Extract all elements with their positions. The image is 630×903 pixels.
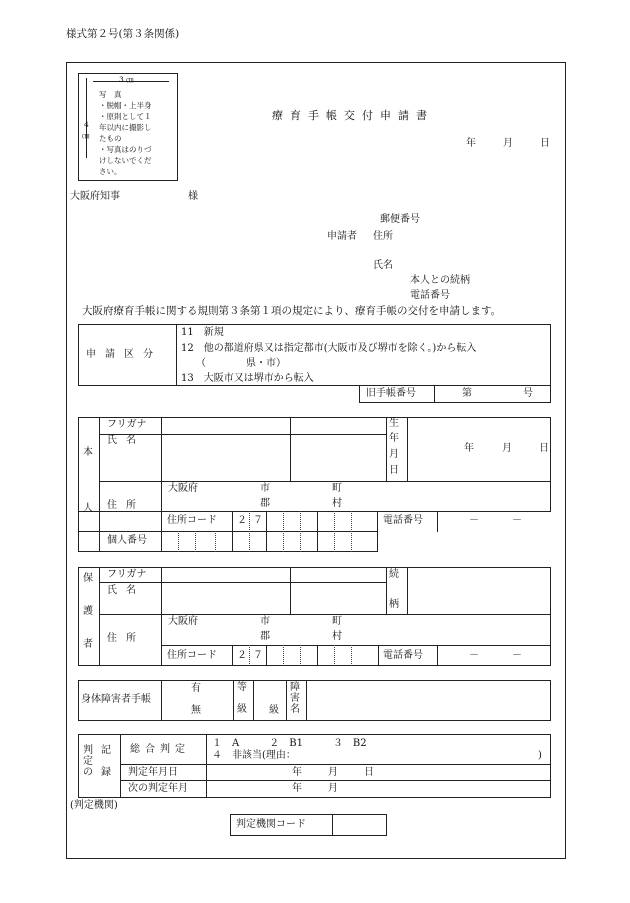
judgment-close-paren: ) xyxy=(538,750,542,761)
guardian-name-label: 氏名 xyxy=(107,585,145,596)
cell-divider xyxy=(249,531,250,552)
photo-title: 写 真 xyxy=(99,90,122,99)
judgment-date-day: 日 xyxy=(364,767,374,778)
disability-none[interactable]: 無 xyxy=(191,705,201,716)
disability-type-label: 障 xyxy=(290,682,300,693)
old-number-suffix: 号 xyxy=(523,388,533,399)
person-city: 市 xyxy=(260,483,270,494)
cell-divider xyxy=(300,531,301,552)
guardian-relation-label: 続 xyxy=(389,569,399,580)
disability-type-label: 名 xyxy=(290,704,300,715)
divider xyxy=(161,417,162,552)
person-gun: 郡 xyxy=(260,498,270,509)
photo-height-num: 4 xyxy=(84,120,89,129)
divider xyxy=(120,780,551,781)
judgment-date-month: 月 xyxy=(328,767,338,778)
person-address-label: 住所 xyxy=(107,500,145,511)
judgment-next-month: 月 xyxy=(328,783,338,794)
guardian-city: 市 xyxy=(260,616,270,627)
form-number: 様式第２号(第３条関係) xyxy=(66,28,180,40)
cell-divider xyxy=(334,531,335,552)
judgment-overall-label: 総合判定 xyxy=(130,744,190,755)
guardian-code-digit: ７ xyxy=(253,650,263,661)
disability-label: 身体障害者手帳 xyxy=(81,694,151,705)
cell-divider xyxy=(249,511,250,532)
judgment-date-year: 年 xyxy=(292,767,302,778)
judgment-date-label: 判定年月日 xyxy=(128,767,178,778)
divider xyxy=(290,567,291,614)
divider xyxy=(233,680,234,721)
application-type-label: 申請区分 xyxy=(86,349,162,360)
divider xyxy=(286,680,287,721)
person-town: 町 xyxy=(332,483,342,494)
divider xyxy=(206,734,207,798)
guardian-relation-label: 柄 xyxy=(389,599,399,610)
person-code-digit: ７ xyxy=(253,515,263,526)
disability-grade-label: 級 xyxy=(237,704,247,715)
old-number-prefix: 第 xyxy=(462,388,472,399)
guardian-pref: 大阪府 xyxy=(168,616,198,627)
photo-note: ・原則として１ xyxy=(99,112,152,121)
divider xyxy=(176,324,177,386)
guardian-section-label: 者 xyxy=(83,639,93,650)
cell-divider xyxy=(283,511,284,532)
guardian-furigana-label: フリガナ xyxy=(107,569,147,580)
divider xyxy=(407,417,408,481)
person-birth-month: 月 xyxy=(502,443,512,454)
divider xyxy=(99,582,386,583)
photo-box[interactable] xyxy=(78,73,178,181)
photo-note: ・脱帽・上半身 xyxy=(99,101,152,110)
person-phone-dash: － xyxy=(469,515,479,526)
person-addr-code-label: 住所コード xyxy=(167,515,217,526)
cell-divider xyxy=(334,511,335,532)
photo-height-unit: ㎝ xyxy=(82,131,90,140)
guardian-town: 町 xyxy=(332,616,342,627)
person-section-label: 人 xyxy=(83,503,93,514)
addressee-org: 大阪府知事 xyxy=(70,191,120,202)
divider xyxy=(99,481,551,482)
cell-divider xyxy=(249,645,250,666)
divider xyxy=(434,385,435,403)
judgment-section-label: 定 xyxy=(83,756,93,767)
applicant-name-label: 氏名 xyxy=(373,260,393,271)
divider xyxy=(437,645,438,666)
divider xyxy=(266,511,267,552)
cell-divider xyxy=(283,645,284,666)
guardian-code-digit: ２ xyxy=(237,650,247,661)
person-birth-label: 月 xyxy=(389,449,399,460)
photo-note: さい。 xyxy=(99,167,122,176)
divider xyxy=(317,511,318,552)
photo-width-label: 3 ㎝ xyxy=(119,75,134,84)
person-box xyxy=(78,417,551,512)
applicant-postal-label: 郵便番号 xyxy=(380,214,420,225)
guardian-phone-dash: － xyxy=(469,650,479,661)
divider xyxy=(378,645,379,666)
person-pref: 大阪府 xyxy=(168,483,198,494)
divider xyxy=(120,734,121,798)
person-section-label: 本 xyxy=(83,447,93,458)
disability-grade-suffix: 級 xyxy=(269,705,279,716)
divider xyxy=(99,417,100,552)
photo-note: けしないでくだ xyxy=(99,156,152,165)
person-code-row-box xyxy=(78,511,378,532)
judgment-next-label: 次の判定年月 xyxy=(128,783,188,794)
judgment-options-line2[interactable]: ４ 非該当(理由： xyxy=(212,750,296,761)
cell-divider xyxy=(215,531,216,552)
date-month: 月 xyxy=(503,138,513,149)
person-phone-label: 電話番号 xyxy=(383,515,423,526)
judgment-section-label: 記 xyxy=(101,745,111,756)
divider xyxy=(99,614,551,615)
divider xyxy=(437,511,438,532)
applicant-phone-label: 電話番号 xyxy=(410,290,450,301)
guardian-phone-label: 電話番号 xyxy=(383,650,423,661)
person-mynumber-label: 個人番号 xyxy=(107,535,147,546)
cell-divider xyxy=(351,511,352,532)
applicant-relation-label: 本人との続柄 xyxy=(410,275,470,286)
divider xyxy=(253,680,254,721)
disability-type-label: 害 xyxy=(290,693,300,704)
guardian-address-label: 住所 xyxy=(107,633,145,644)
disability-grade-label: 等 xyxy=(237,682,247,693)
applicant-address-label: 住所 xyxy=(373,231,393,242)
photo-height-bracket-icon xyxy=(86,78,87,158)
person-code-digit: ２ xyxy=(237,515,247,526)
guardian-gun: 郡 xyxy=(260,631,270,642)
declaration-text: 大阪府療育手帳に関する規則第３条第１項の規定により、療育手帳の交付を申請します。 xyxy=(82,305,502,317)
judgment-options-line1[interactable]: １ A ２ B1 ３ B2 xyxy=(212,738,367,749)
cell-divider xyxy=(351,531,352,552)
photo-note: たもの xyxy=(99,134,122,143)
photo-note: ・写真はのりづ xyxy=(99,145,152,154)
divider xyxy=(317,645,318,666)
divider xyxy=(120,764,551,765)
divider xyxy=(407,567,408,614)
guardian-section-label: 護 xyxy=(83,606,93,617)
cell-divider xyxy=(300,645,301,666)
application-option-transfer-other[interactable]: 12 他の都道府県又は指定都市(大阪市及び堺市を除く。)から転入 xyxy=(181,343,477,354)
divider xyxy=(266,645,267,666)
divider xyxy=(161,680,162,721)
cell-divider xyxy=(300,511,301,532)
disability-has[interactable]: 有 xyxy=(191,683,201,694)
photo-note: 年以内に撮影し xyxy=(99,123,152,132)
old-number-label: 旧手帳番号 xyxy=(366,388,416,399)
divider xyxy=(161,645,551,646)
agency-code-label: 判定機関コード xyxy=(236,819,306,830)
guardian-addr-code-label: 住所コード xyxy=(167,650,217,661)
application-option-new[interactable]: 11 新規 xyxy=(181,327,224,338)
person-furigana-label: フリガナ xyxy=(107,419,147,430)
guardian-phone-dash: － xyxy=(512,650,522,661)
judgment-section-label: の xyxy=(83,767,93,778)
cell-divider xyxy=(351,645,352,666)
addressee-honorific: 様 xyxy=(188,191,198,202)
date-year: 年 xyxy=(466,138,476,149)
judgment-next-year: 年 xyxy=(292,783,302,794)
person-birth-label: 年 xyxy=(389,433,399,444)
person-phone-dash: － xyxy=(512,515,522,526)
applicant-label: 申請者 xyxy=(327,231,357,242)
divider xyxy=(290,417,291,481)
document-title: 療育手帳交付申請書 xyxy=(272,109,434,122)
person-village: 村 xyxy=(332,498,342,509)
judgment-section-label: 判 xyxy=(83,745,93,756)
guardian-section-label: 保 xyxy=(83,573,93,584)
agency-label: (判定機関) xyxy=(70,800,118,811)
person-name-label: 氏名 xyxy=(107,435,145,446)
divider xyxy=(386,417,387,481)
divider xyxy=(386,567,387,614)
judgment-section-label: 録 xyxy=(101,767,111,778)
cell-divider xyxy=(283,531,284,552)
divider xyxy=(332,814,333,836)
application-option-pref-city: （ 県・市） xyxy=(196,358,286,369)
cell-divider xyxy=(178,531,179,552)
cell-divider xyxy=(334,645,335,666)
person-birth-year: 年 xyxy=(464,443,474,454)
cell-divider xyxy=(195,531,196,552)
guardian-village: 村 xyxy=(332,631,342,642)
divider xyxy=(232,511,233,552)
divider xyxy=(232,645,233,666)
person-birth-label: 生 xyxy=(389,418,399,429)
application-option-transfer-osaka[interactable]: 13 大阪市又は堺市から転入 xyxy=(181,373,314,384)
date-day: 日 xyxy=(540,138,550,149)
person-birth-day: 日 xyxy=(539,443,549,454)
divider xyxy=(306,680,307,721)
person-birth-label: 日 xyxy=(389,465,399,476)
